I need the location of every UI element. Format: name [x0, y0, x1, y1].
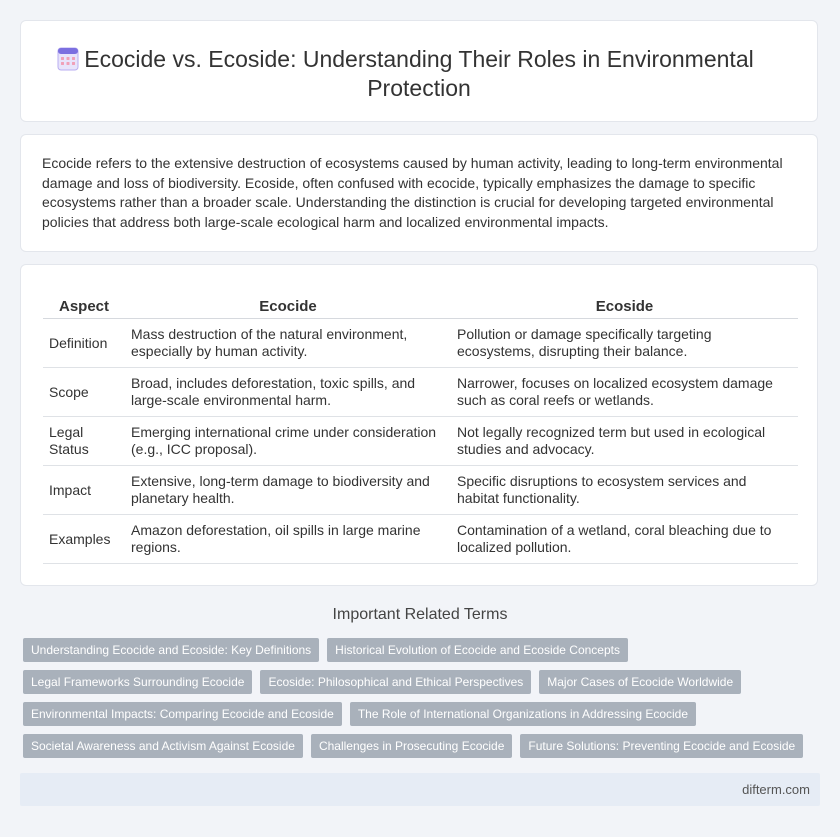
intro-card — [20, 134, 818, 252]
table-row — [43, 515, 798, 564]
related-terms-title: Important Related Terms — [332, 606, 508, 623]
related-term-tag[interactable]: Environmental Impacts: Comparing Ecocide and Ecoside — [23, 702, 342, 726]
table-header-row — [43, 294, 798, 319]
header-card — [20, 20, 818, 122]
row-ecoside: Specific disruptions to ecosystem services and habitat functionality. — [451, 466, 798, 515]
row-aspect: Definition — [43, 319, 125, 368]
row-ecoside: Narrower, focuses on localized ecosystem damage such as coral reefs or wetlands. — [451, 368, 798, 417]
related-term-tag[interactable]: Challenges in Prosecuting Ecocide — [311, 734, 512, 758]
related-term-tag[interactable]: Ecoside: Philosophical and Ethical Perspectives — [260, 670, 531, 694]
row-ecoside: Contamination of a wetland, coral bleaching due to localized pollution. — [451, 515, 798, 564]
page-title-line-2: Protection — [367, 75, 471, 101]
related-term-tag[interactable]: Legal Frameworks Surrounding Ecocide — [23, 670, 252, 694]
header-ecoside: Ecoside — [451, 294, 798, 319]
row-ecocide: Mass destruction of the natural environment, especially by human activity. — [125, 319, 451, 368]
row-ecocide: Emerging international crime under consideration (e.g., ICC proposal). — [125, 417, 451, 466]
related-term-tag[interactable]: Understanding Ecocide and Ecoside: Key Definitions — [23, 638, 319, 662]
header-ecocide: Ecocide — [125, 294, 451, 319]
page-title-line-1: Ecocide vs. Ecoside: Understanding Their Roles in Environmental — [84, 46, 754, 72]
related-term-tag[interactable]: The Role of International Organizations in Addressing Ecocide — [350, 702, 696, 726]
header-aspect: Aspect — [43, 294, 125, 319]
row-aspect: Scope — [43, 368, 125, 417]
related-terms-list — [23, 638, 823, 766]
row-ecocide: Amazon deforestation, oil spills in large marine regions. — [125, 515, 451, 564]
comparison-card — [20, 264, 818, 586]
page-title — [21, 45, 817, 103]
table-row — [43, 466, 798, 515]
footer — [20, 773, 820, 806]
related-term-tag[interactable]: Future Solutions: Preventing Ecocide and Ecoside — [520, 734, 803, 758]
row-ecocide: Broad, includes deforestation, toxic spills, and large-scale environmental harm. — [125, 368, 451, 417]
row-ecoside: Pollution or damage specifically targeting ecosystems, disrupting their balance. — [451, 319, 798, 368]
row-ecoside: Not legally recognized term but used in ecological studies and advocacy. — [451, 417, 798, 466]
table-row — [43, 417, 798, 466]
table-row — [43, 368, 798, 417]
comparison-table — [43, 294, 798, 564]
related-term-tag[interactable]: Major Cases of Ecocide Worldwide — [539, 670, 741, 694]
related-term-tag[interactable]: Historical Evolution of Ecocide and Ecoside Concepts — [327, 638, 628, 662]
row-aspect: Impact — [43, 466, 125, 515]
row-aspect: Examples — [43, 515, 125, 564]
intro-paragraph: Ecocide refers to the extensive destruction of ecosystems caused by human activity, leading to long-term environmental damage and loss of biodiversity. Ecoside, often confused with ecocide, typically emphasizes the damage to specific ecosystems rather than a broader scale. Understanding the distinction is crucial for developing targeted environmental policies that address both large-scale ecological harm and localized environmental impacts. — [42, 155, 783, 230]
table-row — [43, 319, 798, 368]
row-aspect: Legal Status — [43, 417, 125, 466]
related-term-tag[interactable]: Societal Awareness and Activism Against Ecoside — [23, 734, 303, 758]
row-ecocide: Extensive, long-term damage to biodiversity and planetary health. — [125, 466, 451, 515]
footer-site-link[interactable]: difterm.com — [742, 782, 810, 797]
